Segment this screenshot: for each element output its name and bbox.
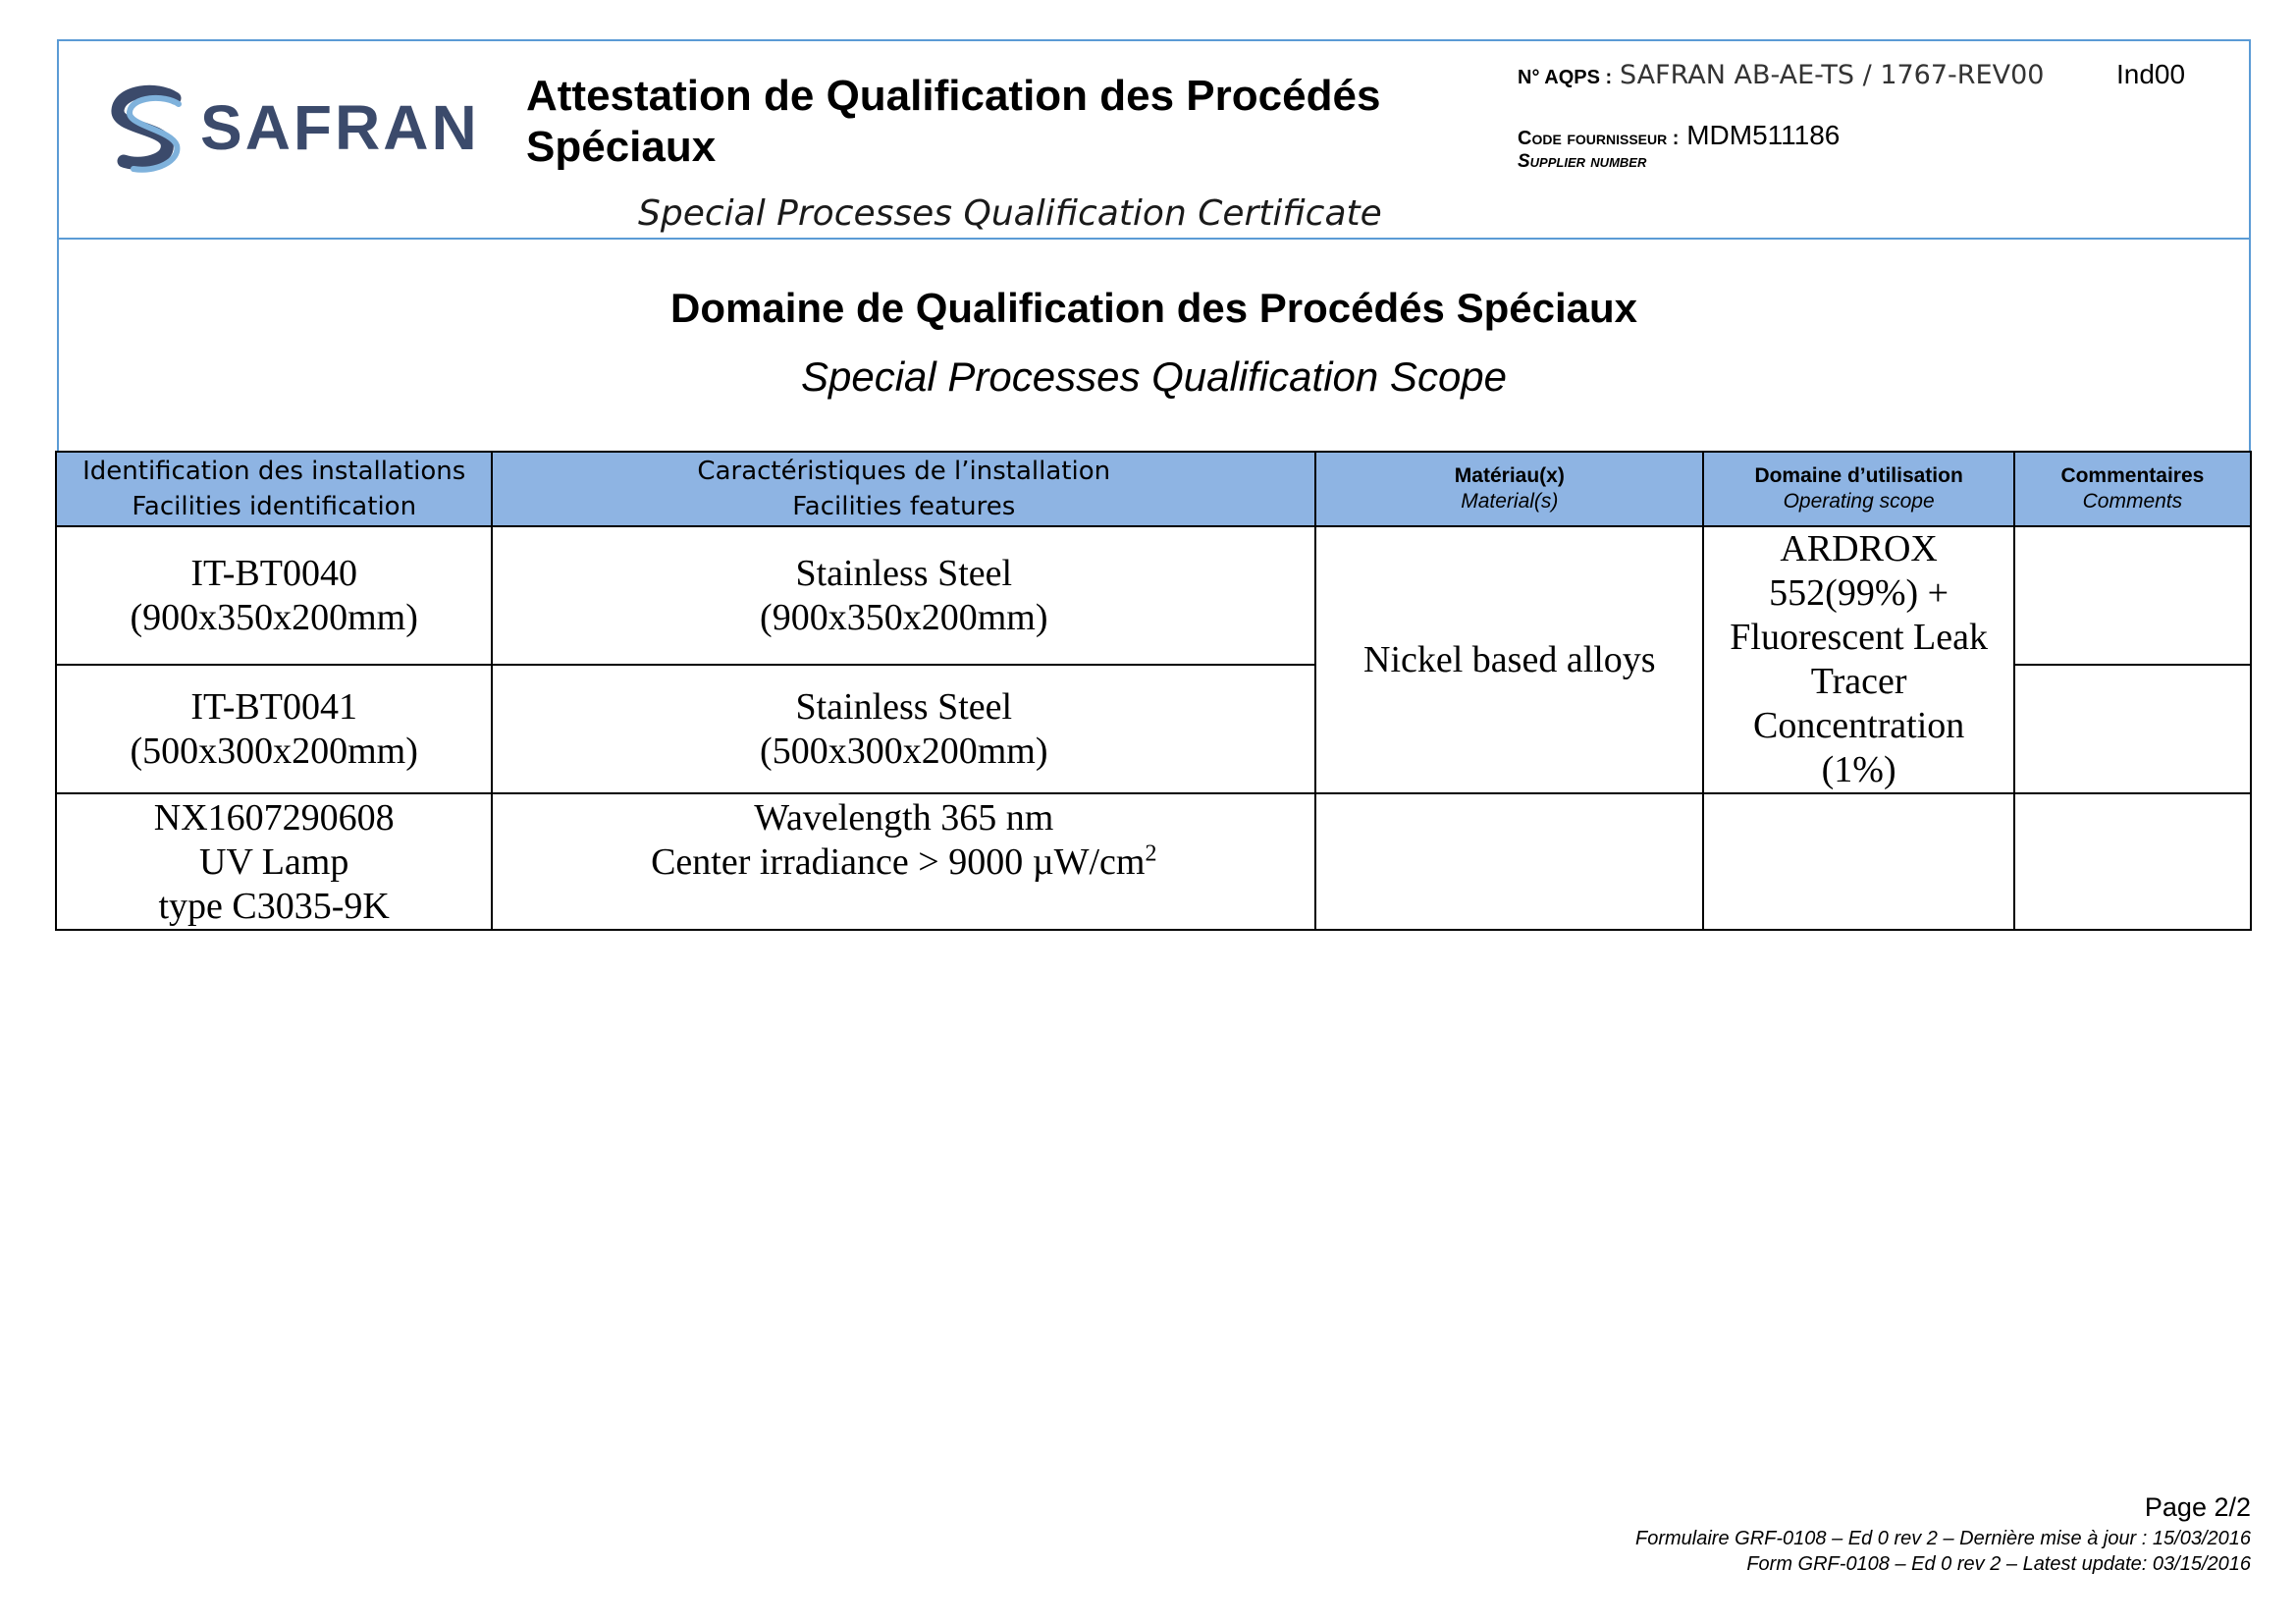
- facility-id-cell: IT-BT0041 (500x300x200mm): [56, 665, 492, 793]
- safran-wordmark: SAFRAN: [200, 92, 480, 163]
- scope-frame: [57, 240, 2251, 452]
- operating-scope-cell: [1703, 793, 2013, 930]
- header-materials: Matériau(x) Material(s): [1315, 452, 1703, 526]
- certificate-title-en: Special Processes Qualification Certificate: [638, 193, 1382, 234]
- supplier-separator: :: [1667, 128, 1680, 149]
- header-comments: Commentaires Comments: [2014, 452, 2251, 526]
- safran-s-icon: [106, 84, 194, 175]
- supplier-value: MDM511186: [1686, 120, 1841, 150]
- aqps-value: SAFRAN AB-AE-TS / 1767-REV00: [1619, 60, 2045, 90]
- scope-title-en: Special Processes Qualification Scope: [800, 353, 1508, 400]
- qualification-scope-table: [55, 451, 2252, 931]
- operating-scope-cell: ARDROX 552(99%) + Fluorescent Leak Tracer Concentration (1%): [1703, 526, 2013, 793]
- safran-logo: [106, 84, 499, 175]
- supplier-label-en: Supplier number: [1518, 151, 1647, 172]
- header-identification: Identification des installations Facilities identification: [56, 452, 492, 526]
- scope-title-fr: Domaine de Qualification des Procédés Spéciaux: [670, 285, 1637, 331]
- facility-features-cell: Stainless Steel (500x300x200mm): [492, 665, 1315, 793]
- comments-cell: [2014, 526, 2251, 665]
- material-cell: Nickel based alloys: [1315, 526, 1703, 793]
- header-operating-scope: Domaine d’utilisation Operating scope: [1703, 452, 2013, 526]
- comments-cell: [2014, 793, 2251, 930]
- page-number: Page 2/2: [2144, 1492, 2251, 1522]
- facility-features-cell: Wavelength 365 nm Center irradiance > 9000 $\mu W/cm^2$: [492, 793, 1315, 930]
- supplier-label: Code fournisseur: [1518, 128, 1668, 149]
- comments-cell: [2014, 665, 2251, 793]
- aqps-field: [1518, 59, 2044, 90]
- table-header-row: [56, 452, 2251, 526]
- aqps-label: N° AQPS :: [1518, 67, 1613, 88]
- superscript-exponent: 2: [1145, 840, 1157, 867]
- form-reference-en: Form GRF-0108 – Ed 0 rev 2 – Latest update: 03/15/2016: [1746, 1553, 2251, 1575]
- header-features: Caractéristiques de l’installation Facilities features: [492, 452, 1315, 526]
- revision-index: Ind00: [2116, 59, 2186, 89]
- supplier-field: [1518, 120, 1840, 151]
- certificate-title-fr: Attestation de Qualification des Procédés Spéciaux: [526, 72, 1381, 171]
- table-row: [56, 526, 2251, 665]
- table-row: [56, 793, 2251, 930]
- material-cell: [1315, 793, 1703, 930]
- facility-id-cell: IT-BT0040 (900x350x200mm): [56, 526, 492, 665]
- form-reference-fr: Formulaire GRF-0108 – Ed 0 rev 2 – Dernière mise à jour : 15/03/2016: [1635, 1528, 2251, 1549]
- facility-id-cell: NX1607290608 UV Lamp type C3035-9K: [56, 793, 492, 930]
- facility-features-cell: Stainless Steel (900x350x200mm): [492, 526, 1315, 665]
